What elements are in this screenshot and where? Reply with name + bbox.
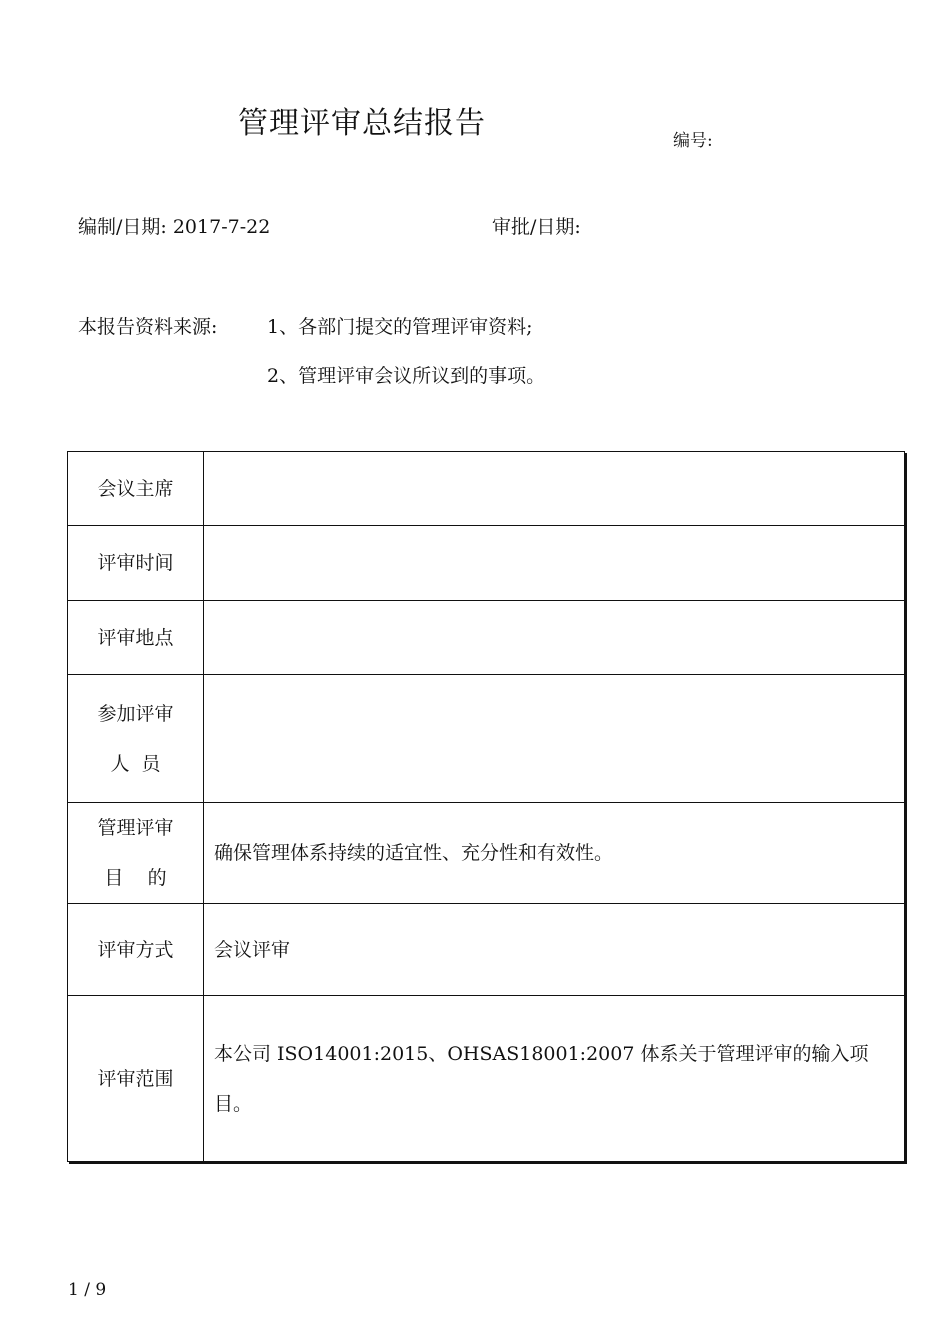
doc-number-label: 编号: [673, 131, 713, 151]
label-text: 评审方式 [97, 938, 174, 961]
page-indicator: 1 / 9 [68, 1280, 107, 1300]
label-line-2: 人 员 [110, 752, 161, 775]
label-text: 评审时间 [97, 552, 174, 574]
label-line-1: 参加评审 [97, 702, 174, 725]
row-label-location [68, 601, 204, 675]
row-label-time [68, 526, 204, 601]
source-item-2: 2、管理评审会议所议到的事项。 [267, 365, 546, 387]
row-value-location [204, 601, 905, 675]
table-row [68, 996, 905, 1162]
source-item-1: 1、各部门提交的管理评审资料; [267, 316, 533, 338]
review-info-table [67, 451, 905, 1162]
report-title: 管理评审总结报告 [238, 106, 486, 141]
table-row [68, 803, 905, 904]
row-value-time [204, 526, 905, 601]
approved-date: 审批/日期: [492, 216, 581, 238]
table-row [68, 904, 905, 996]
label-line-2: 目 的 [104, 867, 167, 889]
row-value-scope: 本公司 ISO14001:2015、OHSAS18001:2007 体系关于管理评审的输入项目。 [204, 996, 905, 1162]
prepared-date: 编制/日期: 2017-7-22 [78, 216, 271, 238]
row-label-chair [68, 452, 204, 526]
row-value-participants [204, 675, 905, 803]
label-text: 会议主席 [97, 477, 174, 500]
label-text: 评审地点 [97, 626, 174, 649]
row-value-purpose: 确保管理体系持续的适宜性、充分性和有效性。 [204, 803, 905, 904]
label-line-1: 管理评审 [97, 817, 174, 839]
sources-label: 本报告资料来源: [78, 316, 218, 338]
row-label-purpose [68, 803, 204, 904]
label-text: 评审范围 [97, 1067, 174, 1090]
table-row [68, 675, 905, 803]
table-row [68, 452, 905, 526]
row-value-method: 会议评审 [204, 904, 905, 996]
row-label-participants [68, 675, 204, 803]
row-label-scope [68, 996, 204, 1162]
table-row [68, 526, 905, 601]
row-value-chair [204, 452, 905, 526]
table-row [68, 601, 905, 675]
row-label-method [68, 904, 204, 996]
